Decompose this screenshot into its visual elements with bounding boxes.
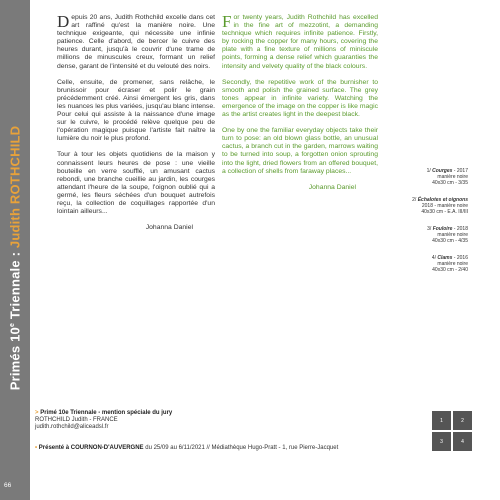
french-text-column [57,14,215,232]
thumbnail-4[interactable]: 4 [453,432,472,451]
title-rest: Triennale : [7,248,23,323]
presented-label: Présenté à COURNON-D'AUVERGNE [38,445,144,451]
award-block [35,410,172,431]
thumbnail-3[interactable]: 3 [432,432,451,451]
en-dropcap: F [222,12,232,31]
en-paragraph-2: Secondly, the repetitive work of the burnisher to smooth and polish the grained surface. The grey tones appear in infinite variety. Watching the emergence of the image on the copper is like magic as the artist creates light in the deepest black. [222,78,378,119]
en-paragraph-3: One by one the familiar everyday objects take their turn to pose: an old blown glass bottle, an unusual cactus, a branch cut in the garden, marrows waiting to be turned into soup, a forgotten onion sprouting into the light, dried flowers from an offered bouquet, a collection of shells from faraway places... [222,127,378,175]
artist-line: ROTHCHILD Judith - FRANCE [35,417,118,423]
arrow-icon: > [35,410,39,416]
vertical-title [8,126,23,391]
thumbnail-2[interactable]: 2 [453,411,472,430]
work-title: Fouloire [432,226,453,232]
work-caption-2: 2/ Échalotes et oignons 2018 - manière noire 40x30 cm - E.A. III/III [412,197,468,216]
work-caption-4: 4/ Clams - 2016 manière noire 40x30 cm - 2/40 [431,255,468,274]
artist-name: Judith ROTHCHILD [7,125,23,249]
en-signature: Johanna Daniel [308,183,356,191]
fr-paragraph-1: Depuis 20 ans, Judith Rothchild excelle dans cet art raffiné qu'est la manière noire. Une technique exigeante, qui nécessite une infinie patience. Celle d'abord, de bercer le cuivre des heures durant, jusqu'à le couvrir d'une trame de millions de minuscules creux, formant un relief dense, garant de l'intensité et du velouté des noirs. [57,12,215,70]
english-text-column [222,14,378,192]
presentation-line [35,445,338,452]
work-caption-1: 1/ Courges - 2017 manière noire 40x30 cm - 3/35 [426,168,468,187]
fr-signature: Johanna Daniel [145,224,193,232]
thumbnail-1[interactable]: 1 [432,411,451,430]
work-caption-3: 3/ Fouloire - 2018 manière noire 40x30 cm - 4/35 [427,226,468,245]
en-paragraph-1: For twenty years, Judith Rothchild has excelled in the fine art of mezzotint, a demanding technique which requires infinite patience. Firstly, by rocking the copper for many hours, covering the plate with a fine texture of millions of miniscule points, forming a dense relief which guaranties the intensity and velvety quality of the black colours. [222,12,378,70]
title-ordinal: e [9,322,17,328]
fr-dropcap: D [57,12,70,31]
presented-details: du 25/09 au 6/11/2021 // Médiathèque Hugo-Pratt - 1, rue Pierre-Jacquet [143,445,339,451]
work-title: Clams [437,255,453,261]
fr-paragraph-2: Celle, ensuite, de promener, sans relâche, le brunissoir pour écraser et polir le grain précédemment créé. Ainsi émergent les gris, dans les nuances les plus variées, jusqu'au blanc intense. Pour celui qui assiste à la naissance d'une image sur le cuivre, le procédé relève quelque peu de l'opération magique puisque l'artiste fait naître la lumière du noir le plus profond. [57,78,215,143]
work-title: Échalotes et oignons [417,197,468,203]
page-number: 66 [4,482,12,489]
bullet-icon: • [35,445,38,451]
title-prefix: Primés 10 [7,327,23,391]
award-line: Primé 10e Triennale - mention spéciale du jury [40,410,173,416]
fr-paragraph-3: Tour à tour les objets quotidiens de la maison y connaissent leurs heures de pose : une vieille bouteille en verre soufflé, un amusant cactus rebondi, une branche cueillie au jardin, les courges attendant l'heure de la soupe, l'oignon oublié qui a germé, les fleurs séchées d'un bouquet autrefois reçu, la collection de coquillages rapportée d'un lointain ailleurs... [57,151,215,216]
work-title: Courges [432,168,453,174]
email-link[interactable]: judith.rothchild@aliceadsl.fr [35,424,109,430]
